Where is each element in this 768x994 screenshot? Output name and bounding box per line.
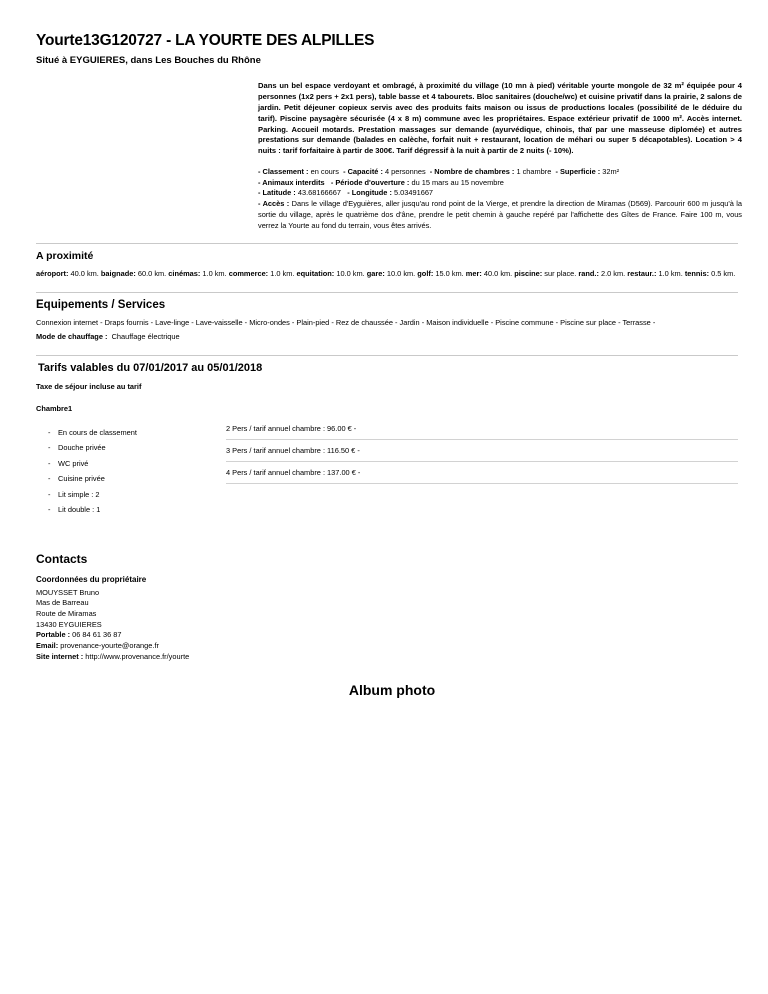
table-row: 2 Pers / tarif annuel chambre : 96.00 € - [226, 424, 738, 440]
owner-email-row [36, 641, 738, 652]
table-row: 3 Pers / tarif annuel chambre : 116.50 € - [226, 446, 738, 462]
phone-value: 06 84 61 36 87 [72, 630, 122, 640]
taxe-sejour-note: Taxe de séjour incluse au tarif [36, 382, 142, 392]
spec-value-capacite: 4 personnes [384, 166, 426, 176]
phone-label: Portable : [36, 630, 71, 640]
prox-label-mer: mer: [465, 268, 482, 278]
owner-address-line-2: Route de Miramas [36, 609, 97, 618]
equipements-list: Connexion internet - Draps fournis - Lave-linge - Lave-vaisselle - Micro-ondes - Plain-pied - Rez de chaussée - Jardin - Maison individuelle - Piscine commune - Piscine sur place - Terrasse - [36, 318, 656, 328]
prox-label-cinemas: cinémas: [168, 268, 201, 278]
spec-value-classement: en cours [310, 166, 339, 176]
prox-label-gare: gare: [366, 268, 385, 278]
email-value[interactable]: provenance-yourte@orange.fr [60, 641, 159, 651]
owner-address-line-3: 13430 EYGUIERES [36, 619, 102, 629]
prox-value-cinemas: 1.0 km. [202, 268, 227, 278]
spec-label-acces: - Accès : [258, 199, 290, 209]
chambre-features-list [36, 429, 226, 521]
prox-value-piscine: sur place. [544, 268, 577, 278]
list-item: - En cours de classement [48, 429, 226, 436]
owner-address-line-1: Mas de Barreau [36, 598, 89, 608]
prox-label-rand: rand.: [578, 268, 599, 278]
prox-value-mer: 40.0 km. [483, 268, 513, 278]
description-specs [258, 167, 742, 231]
spec-label-chambres: - Nombre de chambres : [429, 166, 515, 176]
prox-value-restaur: 1.0 km. [658, 268, 683, 278]
spec-value-longitude: 5.03491667 [394, 188, 434, 198]
divider-proximite [36, 243, 738, 244]
coordonnees-heading: Coordonnées du propriétaire [36, 574, 147, 584]
prox-value-equitation: 10.0 km. [336, 268, 365, 278]
spec-line-classement [258, 167, 742, 178]
spec-label-classement: - Classement : [258, 166, 309, 176]
spec-label-superficie: - Superficie : [555, 166, 601, 176]
prox-value-baignade: 60.0 km. [137, 268, 167, 278]
proximite-heading: A proximité [36, 250, 94, 263]
spec-label-latitude: - Latitude : [258, 188, 296, 198]
prox-label-aeroport: aéroport: [36, 268, 69, 278]
owner-name: MOUYSSET Bruno [36, 587, 100, 597]
table-row: 4 Pers / tarif annuel chambre : 137.00 € - [226, 468, 738, 484]
page-subtitle: Situé à EYGUIERES, dans Les Bouches du Rhône [36, 55, 261, 67]
chambre-label: Chambre1 [36, 404, 73, 414]
spec-label-longitude: - Longitude : [347, 188, 392, 198]
description-main-text: Dans un bel espace verdoyant et ombragé, à proximité du village (10 mn à pied) véritable yourte mongole de 32 m² équipée pour 4 personnes (1x2 pers + 2x1 pers), table basse et 4 tabourets. Bloc sanitaires (douche/wc) et cuisine privatif dans la prairie, 2 salons de jardin. Petit déjeuner copieux servis avec des produits faits maison ou issus de productions locales (possibilité de le déduire du tarif). Piscine paysagère sécurisée (4 x 8 m) commune avec les propriétaires. Espace extérieur privatif de 1000 m². Accès internet. Parking. Accueil motards. Prestation massages sur demande (ayurvédique, chinois, thaï par une masseuse diplomée) et autres prestations sur demande (balades en calèche, forfait nuit + restaurant, location de méhari ou super 5 décapotables). Location > 4 nuits : tarif forfaitaire à partir de 300€. Tarif dégressif à la nuit à partir de 2 nuits (- 10%). [258, 81, 742, 156]
spec-line-animaux [258, 178, 742, 189]
list-item: - Cuisine privée [48, 475, 226, 482]
spec-value-superficie: 32m² [602, 166, 620, 176]
prox-label-tennis: tennis: [684, 268, 710, 278]
prox-label-equitation: equitation: [296, 268, 335, 278]
prox-label-golf: golf: [417, 268, 434, 278]
list-item: - WC privé [48, 460, 226, 467]
description-section [258, 81, 742, 231]
chauffage-label: Mode de chauffage : [36, 332, 108, 342]
page-title: Yourte13G120727 - LA YOURTE DES ALPILLES [36, 32, 375, 49]
prox-value-golf: 15.0 km. [435, 268, 464, 278]
spec-value-latitude: 43.68166667 [297, 188, 342, 198]
spec-label-capacite: - Capacité : [343, 166, 383, 176]
proximite-section [36, 249, 738, 279]
list-item: - Douche privée [48, 444, 226, 451]
tarifs-heading: Tarifs valables du 07/01/2017 au 05/01/2018 [38, 361, 263, 374]
chauffage-value: Chauffage électrique [111, 332, 180, 342]
owner-website-row [36, 652, 738, 663]
tarifs-section [36, 361, 738, 529]
prox-value-gare: 10.0 km. [386, 268, 416, 278]
spec-line-acces [258, 199, 742, 231]
spec-label-ouverture: - Période d'ouverture : [330, 177, 410, 187]
prox-label-piscine: piscine: [514, 268, 543, 278]
prox-label-baignade: baignade: [100, 268, 136, 278]
divider-tarifs [36, 355, 738, 356]
list-item: - Lit double : 1 [48, 506, 226, 513]
chauffage-row [36, 332, 738, 343]
website-value[interactable]: http://www.provenance.fr/yourte [85, 651, 190, 661]
prox-value-rand: 2.0 km. [600, 268, 626, 278]
spec-label-animaux: - Animaux interdits [258, 177, 325, 187]
equipements-section [36, 298, 738, 343]
prox-label-commerce: commerce: [228, 268, 269, 278]
spec-line-coords [258, 188, 742, 199]
spec-value-acces: Dans le village d'Eyguières, aller jusqu'au rond point de la Vierge, et prendre la direction de Miramas (D569). Parcourir 600 m jusqu'à la sortie du village, après le quatrième dos d'âne, prendre le petit chemin à gauche repéré par l'affichette des Gîtes de France. Faire 100 m, vous verrez la Yourte au fond du terrain, vous êtes arrivés. [258, 199, 742, 230]
website-label: Site internet : [36, 651, 84, 661]
prox-value-aeroport: 40.0 km. [70, 268, 99, 278]
owner-phone-row [36, 630, 738, 641]
divider-equipements [36, 292, 738, 293]
tarifs-price-table [226, 422, 738, 529]
album-photo-heading: Album photo [348, 681, 436, 698]
email-label: Email: [36, 641, 59, 651]
contacts-heading: Contacts [36, 551, 88, 566]
prox-value-tennis: 0.5 km. [711, 268, 736, 278]
spec-value-ouverture: du 15 mars au 15 novembre [411, 177, 504, 187]
list-item: - Lit simple : 2 [48, 491, 226, 498]
prox-label-restaur: restaur.: [627, 268, 657, 278]
contacts-section [36, 551, 738, 663]
tarifs-columns [36, 422, 738, 529]
proximite-list [36, 269, 738, 280]
equipements-heading: Equipements / Services [36, 298, 166, 311]
spec-value-chambres: 1 chambre [516, 166, 552, 176]
prox-value-commerce: 1.0 km. [270, 268, 295, 278]
